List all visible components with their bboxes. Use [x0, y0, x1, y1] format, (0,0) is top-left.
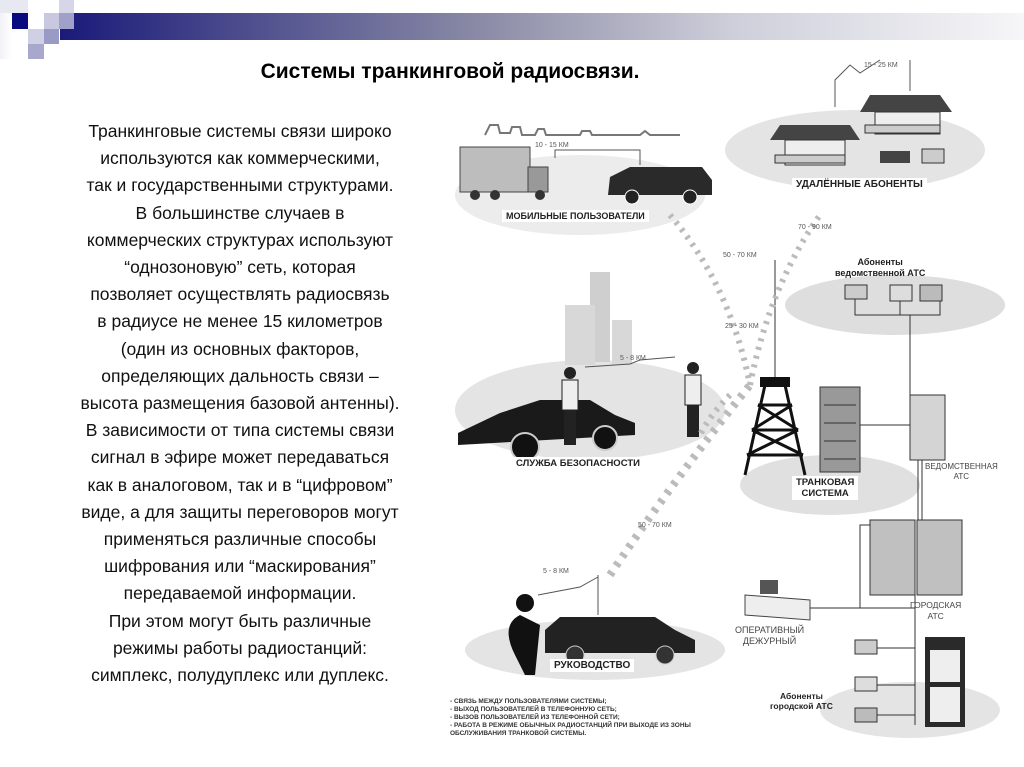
deco-square: [0, 13, 12, 59]
distance-label-mobile: 10 - 15 КМ: [535, 142, 569, 149]
slide-body-text: [30, 118, 450, 689]
body-line: позволяет осуществлять радиосвязь: [90, 284, 390, 305]
label-operator: [735, 625, 804, 647]
deco-square: [12, 13, 28, 29]
label-line: ТРАНКОВАЯ: [796, 477, 855, 488]
body-line: применяться различные способы: [103, 529, 377, 550]
label-mobile-users: МОБИЛЬНЫЕ ПОЛЬЗОВАТЕЛИ: [502, 210, 649, 222]
trunking-system-diagram: [440, 55, 1024, 767]
distance-label-security: 5 - 8 КМ: [620, 355, 646, 362]
deco-square: [28, 29, 44, 44]
body-line: определяющих дальность связи –: [101, 365, 379, 386]
deco-square: [44, 29, 59, 44]
distance-label-50-70-top: 50 - 70 КМ: [723, 252, 757, 259]
diagram-graphics: [440, 55, 1024, 767]
label-city-pbx: [910, 600, 961, 622]
body-line: “однозоновую” сеть, которая: [124, 257, 356, 278]
deco-square: [59, 0, 74, 13]
label-line: Абоненты: [857, 257, 903, 267]
body-line: высота размещения базовой антенны).: [80, 393, 400, 414]
body-line: сигнал в эфире может передаваться: [90, 447, 390, 468]
label-line: ДЕЖУРНЫЙ: [742, 636, 797, 646]
body-line: симплекс, полудуплекс или дуплекс.: [91, 665, 389, 686]
legend-item: - СВЯЗЬ МЕЖДУ ПОЛЬЗОВАТЕЛЯМИ СИСТЕМЫ;: [450, 698, 607, 705]
distance-label-25-30: 25 - 30 КМ: [725, 323, 759, 330]
label-dept-pbx: [925, 462, 998, 482]
label-remote-subscribers: УДАЛЁННЫЕ АБОНЕНТЫ: [792, 178, 927, 191]
label-line: городской АТС: [770, 701, 833, 711]
label-dept-pbx-subscribers: [835, 257, 925, 279]
label-line: ГОРОДСКАЯ: [910, 600, 962, 610]
body-line: как в аналоговом, так и в “цифровом”: [87, 474, 393, 495]
deco-square: [28, 44, 44, 59]
body-line: передаваемой информации.: [123, 583, 357, 604]
body-line: так и государственными структурами.: [86, 175, 394, 196]
slide-title-text: Системы транкинговой радиосвязи.: [260, 60, 640, 83]
body-line: При этом могут быть различные: [108, 610, 372, 631]
distance-label-management: 5 - 8 КМ: [543, 568, 569, 575]
legend-item: - ВЫХОД ПОЛЬЗОВАТЕЛЕЙ В ТЕЛЕФОННУЮ СЕТЬ;: [450, 706, 617, 713]
body-line: В зависимости от типа системы связи: [85, 420, 395, 441]
label-management: РУКОВОДСТВО: [550, 659, 634, 672]
body-line: шифрования или “маскирования”: [104, 556, 376, 577]
diagram-legend: [450, 698, 691, 738]
deco-square: [44, 13, 59, 29]
legend-item: ОБСЛУЖИВАНИЯ ТРАНКОВОЙ СИСТЕМЫ.: [450, 730, 587, 737]
label-security-service: СЛУЖБА БЕЗОПАСНОСТИ: [512, 457, 644, 470]
label-line: Абоненты: [779, 691, 823, 701]
deco-square: [0, 0, 28, 13]
body-line: режимы работы радиостанций:: [112, 637, 368, 658]
label-line: ОПЕРАТИВНЫЙ: [735, 625, 805, 635]
body-line: коммерческих структурах используют: [86, 229, 394, 250]
label-city-pbx-subscribers: [770, 691, 833, 711]
label-line: СИСТЕМА: [801, 488, 849, 499]
distance-label-50-70-bottom: 50 - 70 КМ: [638, 522, 672, 529]
label-trunk-system: [792, 476, 858, 500]
body-line: (один из основных факторов,: [120, 338, 360, 359]
distance-label-remote: 15 - 25 КМ: [864, 62, 898, 69]
body-line: виде, а для защиты переговоров могут: [81, 501, 399, 522]
body-line: Транкинговые системы связи широко: [88, 121, 392, 141]
deco-square: [59, 13, 74, 29]
body-line: В большинстве случаев в: [135, 202, 345, 223]
body-line: в радиусе не менее 15 километров: [97, 311, 383, 332]
distance-label-70-90: 70 - 90 КМ: [798, 224, 832, 231]
header-gradient-band: [60, 13, 1024, 40]
legend-item: - ВЫЗОВ ПОЛЬЗОВАТЕЛЕЙ ИЗ ТЕЛЕФОННОЙ СЕТИ;: [450, 714, 620, 721]
label-line: ВЕДОМСТВЕННАЯ: [925, 462, 998, 471]
label-line: ведомственной АТС: [835, 268, 926, 278]
legend-item: - РАБОТА В РЕЖИМЕ ОБЫЧНЫХ РАДИОСТАНЦИЙ ПРИ ВЫХОДЕ ИЗ ЗОНЫ: [450, 722, 691, 729]
label-line: АТС: [927, 611, 944, 621]
label-line: АТС: [953, 472, 970, 481]
body-line: используются как коммерческими,: [100, 148, 380, 169]
